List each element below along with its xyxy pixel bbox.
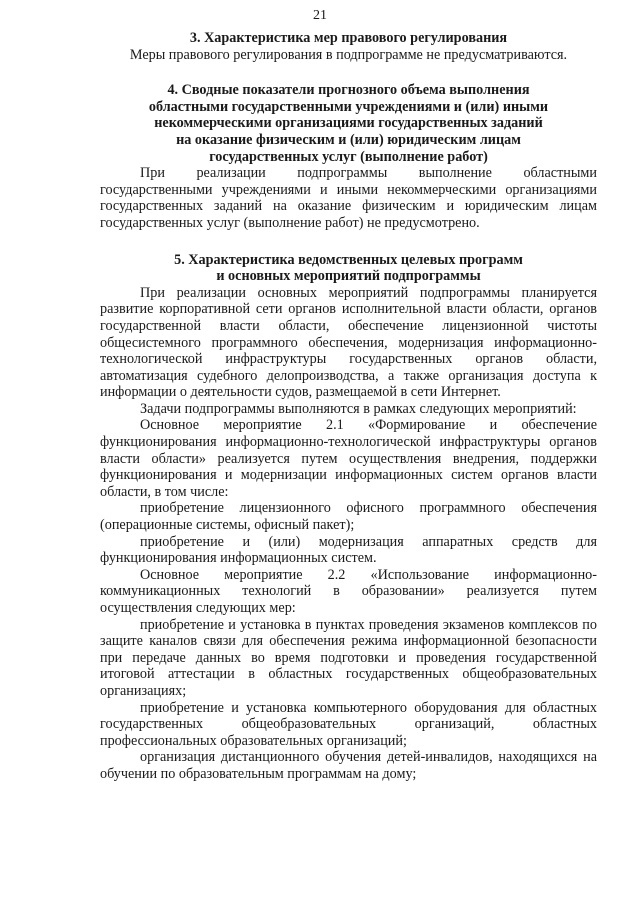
- section-5-paragraph: организация дистанционного обучения детей-инвалидов, находящихся на обучении по образовательным программам на дому;: [100, 749, 597, 782]
- section-4-title-line: некоммерческими организациями государственных заданий: [154, 115, 543, 132]
- section-5-paragraph: Основное мероприятие 2.1 «Формирование и обеспечение функционирования информационно-технологической инфраструктуры органов власти области» реализуется путем осуществления внедрения, поддержки функционирования и модернизации информационных систем органов власти области, в том числе:: [100, 417, 597, 500]
- section-4-title-line: 4. Сводные показатели прогнозного объема выполнения: [167, 82, 530, 99]
- section-5-title: [100, 252, 597, 285]
- section-3-title: 3. Характеристика мер правового регулирования: [189, 30, 508, 46]
- section-5-paragraph: приобретение и (или) модернизация аппаратных средств для функционирования информационных систем.: [100, 533, 597, 567]
- section-4-title-line: государственных услуг (выполнение работ): [209, 148, 488, 165]
- section-5-paragraph: приобретение и установка компьютерного оборудования для областных государственных общеобразовательных организаций, областных профессиональных образовательных организаций;: [100, 699, 597, 749]
- section-4-title: [100, 82, 597, 165]
- section-5-paragraph: Задачи подпрограммы выполняются в рамках следующих мероприятий:: [140, 400, 577, 417]
- section-5-paragraph: приобретение лицензионного офисного программного обеспечения (операционные системы, офисный пакет);: [100, 500, 597, 534]
- page-number: 21: [313, 8, 327, 23]
- section-5-paragraph: При реализации основных мероприятий подпрограммы планируется развитие корпоративной сети органов исполнительной власти области, органов государственной власти области, обеспечение лицензионной чистоты общесистемного программного обеспечения, модернизация информационно-технологической инфраструктуры государственных органов области, автоматизация судебного делопроизводства, а также организация доступа к информации о деятельности судов, размещаемой в сети Интернет.: [100, 284, 597, 401]
- section-4-title-line: на оказание физическим и (или) юридическим лицам: [176, 131, 521, 148]
- section-5-title-line: и основных мероприятий подпрограммы: [216, 268, 481, 285]
- section-3-text: Меры правового регулирования в подпрограмме не предусматриваются.: [129, 46, 568, 63]
- document-body: [100, 30, 597, 783]
- section-5-paragraph: приобретение и установка в пунктах проведения экзаменов комплексов по защите каналов связи для обеспечения режима информационной безопасности при передаче данных во время подготовки и проведения государственной итоговой аттестации в областных государственных общеобразовательных организациях;: [100, 616, 597, 699]
- section-5-title-line: 5. Характеристика ведомственных целевых программ: [174, 251, 523, 268]
- section-4-title-line: областными государственными учреждениями и (или) иными: [148, 98, 549, 115]
- section-5-paragraph: Основное мероприятие 2.2 «Использование информационно-коммуникационных технологий в образовании» реализуется путем осуществления следующих мер:: [100, 566, 597, 616]
- section-4-text: При реализации подпрограммы выполнение областными государственными учреждениями и иными некоммерческими организациями государственных заданий на оказание физическим и юридическим лицам государственных услуг (выполнение работ) не предусмотрено.: [100, 165, 597, 231]
